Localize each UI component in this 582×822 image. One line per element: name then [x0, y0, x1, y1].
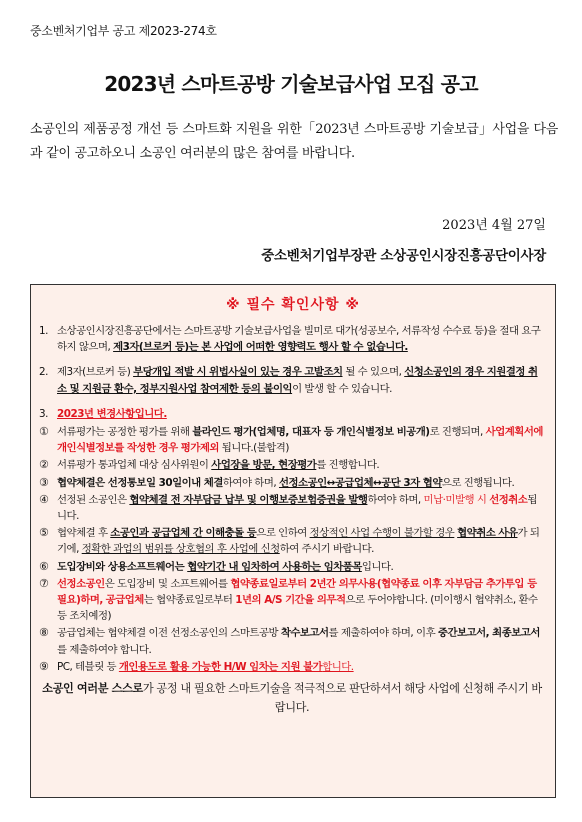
page-title: 2023년 스마트공방 기술보급사업 모집 공고 [104, 72, 478, 96]
change-item-4: ④ 선정된 소공인은 협약체결 전 자부담금 납부 및 이행보증보험증권을 발행하여야 하며, 미납·미발행 시 선정취소됩니다. [39, 492, 537, 523]
change-item-7: ⑦ 선정소공인은 도입장비 및 소프트웨어를 협약종료일로부터 2년간 의무사용(협약종료 이후 자부담금 추가투입 등 필요)하며, 공급업체는 협약종료일로부터 1년의 A/S 기간을 의무적으로 두어야합니다. (미이행시 협약취소, 환수 등 조치예정) [39, 576, 538, 623]
intro-paragraph: 소공인의 제품공정 개선 등 스마트화 지원을 위한「2023년 스마트공방 기술보급」사업을 다음과 같이 공고하오니 소공인 여러분의 많은 참여를 바랍니다. [30, 122, 558, 161]
change-item-2: ② 서류평가 통과업체 대상 심사위원이 사업장을 방문, 현장평가를 진행합니다. [39, 458, 380, 472]
notice-item-3: 3. 2023년 변경사항입니다. [39, 407, 167, 420]
change-item-1: ① 서류평가는 공정한 평가를 위해 블라인드 평가(업체명, 대표자 등 개인식별정보 비공개)로 진행되며, 사업계획서에 개인식별정보를 작성한 경우 평가제외 됩니다.(불합격) [39, 425, 543, 455]
change-item-3: ③ 협약체결은 선정통보일 30일이내 체결하여야 하며, 선정소공인↔공급업체↔공단 3자 협약으로 진행됩니다. [39, 475, 515, 489]
announcement-date: 2023년 4월 27일 [442, 218, 546, 233]
issuer: 중소벤처기업부장관 소상공인시장진흥공단이사장 [261, 248, 546, 264]
notice-item-2: 2. 제3자(브로커 등) 부당개입 적발 시 위법사실이 있는 경우 고발조치 될 수 있으며, 신청소공인의 경우 지원결정 취소 및 지원금 환수, 정부지원사업 참여제한 등의 불이익이 발생 할 수 있습니다. [39, 366, 538, 395]
change-item-8: ⑧ 공급업체는 협약체결 이전 선정소공인의 스마트공방 착수보고서를 제출하여야 하며, 이후 중간보고서, 최종보고서를 제출하여야 합니다. [39, 626, 540, 656]
required-notice-box [30, 284, 556, 798]
notice-item-1: 1. 소상공인시장진흥공단에서는 스마트공방 기술보급사업을 빌미로 대가(성공보수, 서류작성 수수료 등)을 절대 요구하지 않으며, 제3자(브로커 등)는 본 사업에 어떠한 영향력도 행사 할 수 없습니다. [39, 325, 541, 354]
notice-box-title: ※ 필수 확인사항 ※ [226, 297, 360, 313]
notice-items [39, 323, 545, 717]
closing-message: 소공인 여러분 스스로가 공정 내 필요한 스마트기술을 적극적으로 판단하셔서 해당 사업에 신청해 주시기 바랍니다. [42, 682, 542, 715]
notice-number: 중소벤처기업부 공고 제2023-274호 [30, 24, 217, 38]
changes-heading: 2023년 변경사항입니다. [57, 407, 167, 420]
change-item-5: ⑤ 협약체결 후 소공인과 공급업체 간 이해충돌 등으로 인하여 정상적인 사업 수행이 불가할 경우 협약취소 사유가 되기에, 정확한 과업의 범위를 상호협의 후 사업에 신청하여 주시기 바랍니다. [39, 526, 540, 556]
change-item-6: ⑥ 도입장비와 상용소프트웨어는 협약기간 내 임차하여 사용하는 임차품목입니다. [39, 559, 394, 573]
change-item-9: ⑨ PC, 테블릿 등 개인용도로 활용 가능한 H/W 임차는 지원 불가합니다. [39, 659, 354, 673]
